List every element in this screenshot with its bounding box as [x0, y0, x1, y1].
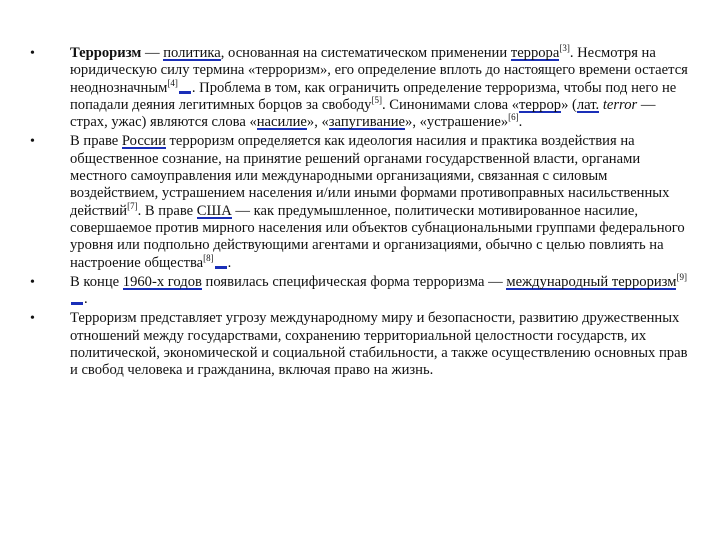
- footnote-4[interactable]: [4]: [167, 77, 178, 88]
- link-politika[interactable]: политика: [163, 45, 221, 61]
- bullet-dot: •: [30, 311, 35, 327]
- link-1960s[interactable]: 1960-х годов: [122, 273, 202, 290]
- bullet-dot: •: [30, 274, 35, 290]
- bullet-item-3: • В конце 1960-х годов появилась специфическая форма терроризма — международный терроризм[9].: [30, 271, 687, 308]
- link-marker: [71, 302, 83, 305]
- latin-word: terror: [602, 96, 638, 113]
- bullet-item-1: • Терроризм — политика, основанная на систематическом применении террора[3]. Несмотря на юридическую силу термина «терроризм», его определение вплоть до настоящего времени остается неоднозначным[4] . Проблема в том, как ограничить определение терроризма, чтобы под него не попадали деяния легитимных борцов за свободу[5]. Синонимами слова «террор» (лат. terror — страх, ужас) являются слова «насилие», «запугивание», «устрашение»[6].: [30, 43, 688, 131]
- bullet-item-4: • Терроризм представляет угрозу международному миру и безопасности, развитию дружественных отношений между государствами, сохранению территориальной целостности государств, их политической, экономической и социальной стабильности, а также осуществлению основных прав и свобод человека и гражданина, включая право на жизнь.: [30, 310, 688, 379]
- footnote-3[interactable]: [3]: [559, 43, 570, 53]
- link-marker: [179, 91, 191, 94]
- footnote-5[interactable]: [5]: [371, 94, 382, 105]
- footnote-7[interactable]: [7]: [127, 200, 138, 211]
- link-lat[interactable]: лат.: [576, 96, 600, 113]
- term-terrorism: Терроризм: [70, 45, 142, 61]
- link-terror-1[interactable]: террора: [510, 45, 560, 61]
- bullet-item-2: • В праве России терроризм определяется как идеология насилия и практика воздействия на общественное сознание, на принятие решений органами государственной власти, органами местного самоуправления или международными организациями, связанная с силовым воздействием, устрашением населения и/или иными формами противоправных насильственных действий[7]. В праве США — как предумышленное, политически мотивированное насилие, совершаемое против мирного населения или объектов субнациональными группами федерального уровня или подпольно действующими агентами и организациями, обычно с целью повлиять на настроение общества[8] .: [30, 133, 685, 271]
- link-zapugivanie[interactable]: запугивание: [328, 114, 406, 131]
- bullet-list: [30, 45, 690, 380]
- link-intl-terrorism[interactable]: международный терроризм: [506, 273, 677, 290]
- link-russia[interactable]: России: [121, 133, 166, 150]
- footnote-9[interactable]: [9]: [676, 271, 687, 282]
- footnote-6[interactable]: [6]: [508, 112, 519, 123]
- footnote-8[interactable]: [8]: [203, 252, 214, 263]
- bullet-dot: •: [30, 46, 35, 61]
- link-marker: [215, 266, 227, 269]
- link-nasilie[interactable]: насилие: [256, 114, 307, 131]
- link-usa[interactable]: США: [196, 202, 232, 219]
- bullet-dot: •: [30, 134, 35, 150]
- link-terror-2[interactable]: террор: [519, 96, 562, 113]
